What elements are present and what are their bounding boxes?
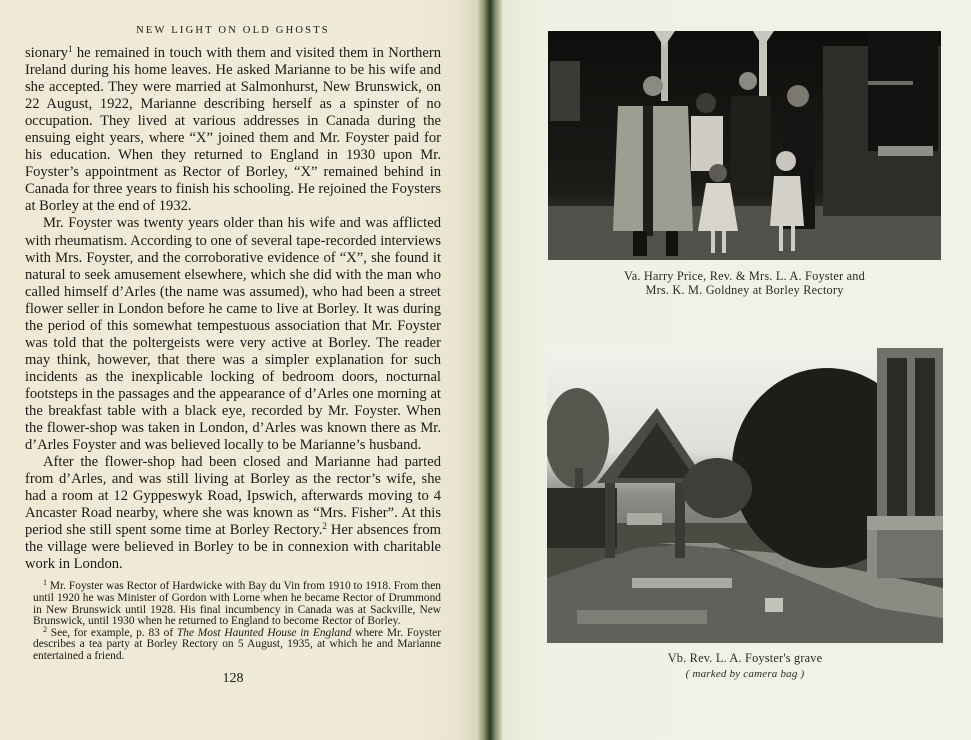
- footnote-marker-1: 1: [43, 578, 47, 588]
- plate-vb-caption-line-1: Vb. Rev. L. A. Foyster's grave: [667, 651, 823, 665]
- running-head: NEW LIGHT ON OLD GHOSTS: [136, 25, 330, 36]
- page-number: 128: [222, 670, 244, 686]
- footnotes: [33, 578, 441, 663]
- paragraph-2: Mr. Foyster was twenty years older than his wife and was afflicted with rheumatism. According to one of several tape-recorded interviews with Mrs. Foyster, and the corroborative evidence of “X”, she found it natural to seek amusement elsewhere, which she did with the man who called himself d’Arles (the name was assumed), who had been a street flower seller in London before he came to live at Borley. It was during the period of this somewhat tempestuous association that Mr. Foyster was told that the poltergeists were very active at Borley. The reader may think, however, that there was a simpler explanation for such incidents as the inexplicable locking of bedroom doors, nocturnal footsteps in the passages and the appearance of d’Arles one morning at the breakfast table with a black eye, recorded by Mr. Foyster. When the flower-shop was taken in London, d’Arles was known there as Mr. d’Arles Foyster and was believed locally to be Marianne’s husband.: [25, 215, 441, 454]
- footnote-ref-2[interactable]: 2: [322, 521, 327, 532]
- photo-group-at-rectory: [548, 31, 941, 260]
- plate-va-caption-line-1: Va. Harry Price, Rev. & Mrs. L. A. Foyster and: [624, 269, 865, 283]
- plate-vb-caption: [547, 651, 943, 681]
- plate-vb-subcaption: ( marked by camera bag ): [685, 668, 805, 681]
- photo-foyster-grave: [547, 348, 943, 643]
- paragraph-1: sionary$^1$ he remained in touch with them and visited them in Northern Ireland during his home leaves. He asked Marianne to be his wife and she accepted. They were married at Salmonhurst, New Brunswick, on 22 August, 1922, Marianne describing herself as a spinster of no occupation. They lived at various addresses in Canada during the ensuing eight years, where “X” joined them and Mr. Foyster paid for his education. When they returned to England in 1930 upon Mr. Foyster’s appointment as Rector of Borley, “X” remained behind in Canada for three years to finish his schooling. He rejoined the Foysters at Borley at the end of 1932.: [25, 44, 441, 215]
- book-title: The Most Haunted House in England: [176, 626, 352, 639]
- paragraph-3: After the flower-shop had been closed and Marianne had parted from d’Arles, and was still living at Borley as the rector’s wife, she had a room at 12 Gyppeswyk Road, Ipswich, afterwards moving to 4 Ancaster Road nearby, where she was known as “Mrs. Fisher”. At this period she still spent some time at Borley Rectory.$^2$ Her absences from the village were believed in Borley to be in connexion with charitable work in London.: [25, 454, 441, 573]
- left-page: [0, 0, 478, 740]
- footnote-2: $^2$ See, for example, p. 83 of The Most Haunted House in England where Mr. Foyster describes a tea party at Borley Rectory on 5 August, 1935, at which he and Marianne entertained a friend.: [33, 624, 441, 663]
- plate-va-caption-line-2: Mrs. K. M. Goldney at Borley Rectory: [645, 283, 844, 298]
- group-photo-illustration: [548, 31, 941, 260]
- body-text: [25, 45, 441, 573]
- left-page-content: [25, 24, 441, 687]
- churchyard-photo-illustration: [547, 348, 943, 643]
- footnote-marker-2: 2: [43, 624, 47, 634]
- footnote-ref-1[interactable]: 1: [67, 44, 73, 54]
- book-gutter: [478, 0, 502, 740]
- plate-va-caption: [548, 269, 941, 298]
- footnote-1: $^1$ Mr. Foyster was Rector of Hardwicke with Bay du Vin from 1910 to 1918. From then until 1920 he was Minister of Gordon with Lorne when he became Rector of Drummond in New Brunswick until 1928. His final incumbency in Canada was at Sackville, New Brunswick, until 1930 when he returned to England to become Rector of Borley.: [33, 578, 441, 628]
